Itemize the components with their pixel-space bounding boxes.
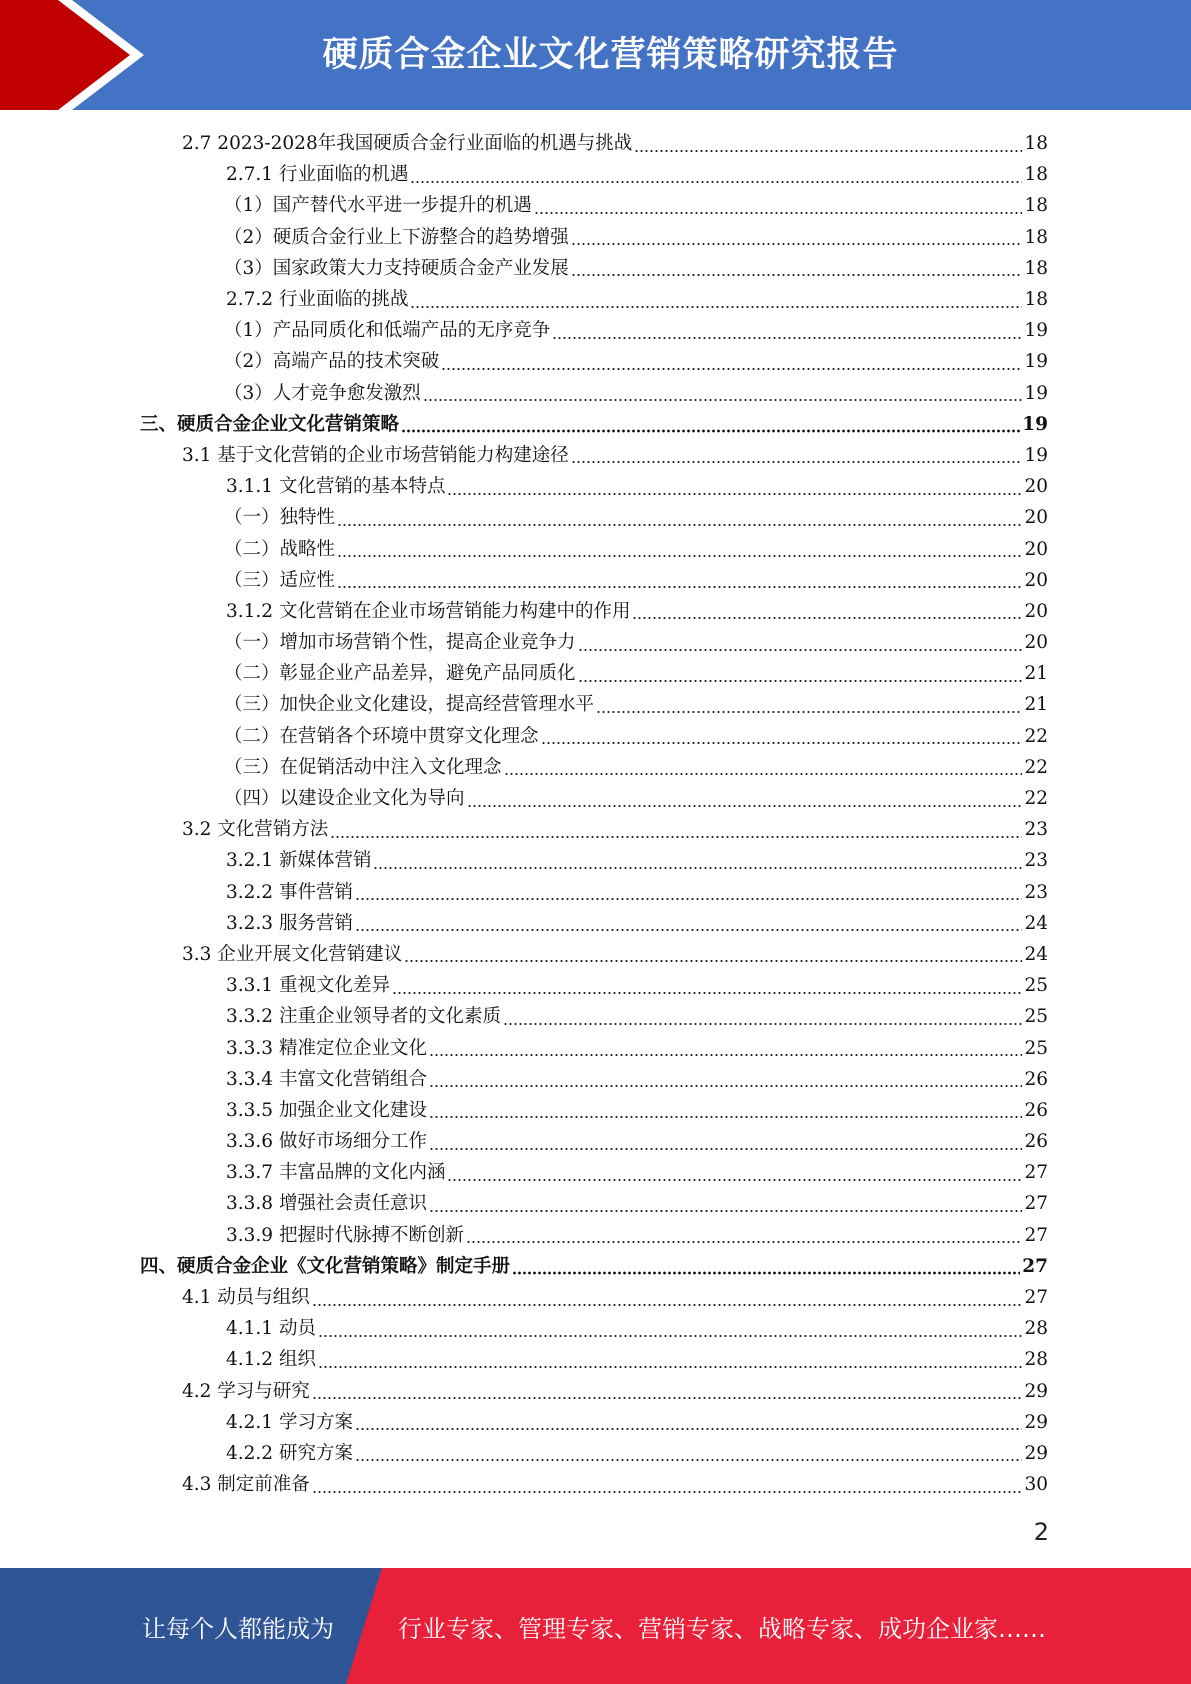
toc-entry-label: （3）人才竞争愈发激烈 — [224, 382, 421, 404]
toc-entry-label: （3）国家政策大力支持硬质合金产业发展 — [224, 257, 569, 279]
toc-dot-leader — [578, 678, 1023, 684]
toc-entry-page: 26 — [1024, 1099, 1048, 1121]
toc-entry-label: 3.3.2 注重企业领导者的文化素质 — [226, 1006, 501, 1028]
toc-entry-label: （2）高端产品的技术突破 — [224, 351, 440, 373]
toc-entry-label: （1）产品同质化和低端产品的无序竞争 — [224, 320, 551, 342]
toc-entry-label: 3.3.8 增强社会责任意识 — [226, 1193, 427, 1215]
toc-entry-label: 4.1 动员与组织 — [182, 1287, 310, 1309]
toc-entry-label: 3.3.6 做好市场细分工作 — [226, 1131, 427, 1153]
toc-dot-leader — [467, 803, 1023, 809]
toc-entry[interactable] — [140, 533, 1048, 564]
toc-dot-leader — [312, 1489, 1023, 1495]
page-number: 2 — [1033, 1518, 1049, 1546]
toc-entry-label: （二）在营销各个环境中贯穿文化理念 — [224, 725, 539, 747]
toc-entry-label: 4.1.2 组织 — [226, 1349, 316, 1371]
toc-entry-page: 22 — [1024, 756, 1048, 778]
toc-entry-page: 22 — [1024, 788, 1048, 810]
toc-dot-leader — [355, 1426, 1023, 1432]
toc-entry[interactable] — [140, 284, 1048, 315]
toc-entry-page: 29 — [1024, 1411, 1048, 1433]
toc-dot-leader — [337, 584, 1022, 590]
toc-dot-leader — [429, 1083, 1022, 1089]
toc-dot-leader — [401, 428, 1020, 434]
toc-entry-page: 27 — [1024, 1162, 1048, 1184]
toc-entry[interactable] — [140, 783, 1048, 814]
toc-dot-leader — [330, 834, 1022, 840]
toc-entry-label: 3.1 基于文化营销的企业市场营销能力构建途径 — [182, 444, 569, 466]
toc-entry-label: 3.1.1 文化营销的基本特点 — [226, 476, 446, 498]
toc-dot-leader — [578, 647, 1023, 653]
toc-dot-leader — [447, 491, 1022, 497]
toc-dot-leader — [541, 740, 1023, 746]
toc-entry-label: （2）硬质合金行业上下游整合的趋势增强 — [224, 226, 569, 248]
toc-dot-leader — [355, 896, 1023, 902]
toc-entry[interactable] — [140, 190, 1048, 221]
toc-entry-page: 25 — [1024, 1037, 1048, 1059]
toc-entry[interactable] — [140, 689, 1048, 720]
toc-entry-page: 19 — [1022, 413, 1048, 435]
toc-entry-page: 24 — [1024, 912, 1048, 934]
toc-entry-page: 18 — [1024, 257, 1048, 279]
toc-entry[interactable] — [140, 939, 1048, 970]
toc-entry-page: 29 — [1024, 1442, 1048, 1464]
toc-entry[interactable] — [140, 1095, 1048, 1126]
toc-entry[interactable] — [140, 565, 1048, 596]
toc-dot-leader — [466, 1239, 1022, 1245]
toc-entry-label: 3.3.7 丰富品牌的文化内涵 — [226, 1162, 446, 1184]
toc-dot-leader — [392, 990, 1022, 996]
toc-entry-page: 19 — [1024, 320, 1048, 342]
toc-entry-page: 26 — [1024, 1068, 1048, 1090]
toc-entry-label: （三）在促销活动中注入文化理念 — [224, 756, 502, 778]
toc-entry-page: 30 — [1024, 1474, 1048, 1496]
toc-entry-page: 27 — [1022, 1255, 1048, 1277]
toc-entry-page: 19 — [1024, 351, 1048, 373]
toc-dot-leader — [404, 958, 1022, 964]
toc-entry-page: 25 — [1024, 975, 1048, 997]
toc-entry-label: 3.2.2 事件营销 — [226, 881, 353, 903]
toc-entry-page: 21 — [1024, 694, 1048, 716]
toc-entry[interactable] — [140, 845, 1048, 876]
toc-dot-leader — [596, 709, 1022, 715]
toc-entry-label: 4.2 学习与研究 — [182, 1380, 310, 1402]
toc-dot-leader — [337, 553, 1022, 559]
toc-entry-page: 20 — [1024, 538, 1048, 560]
toc-entry[interactable] — [140, 471, 1048, 502]
toc-entry[interactable] — [140, 1438, 1048, 1469]
toc-dot-leader — [429, 1114, 1022, 1120]
toc-dot-leader — [318, 1333, 1023, 1339]
toc-entry-label: 3.2 文化营销方法 — [182, 819, 329, 841]
page-footer — [0, 1568, 1191, 1684]
toc-entry-label: 3.3.9 把握时代脉搏不断创新 — [226, 1224, 464, 1246]
toc-entry-page: 23 — [1024, 881, 1048, 903]
toc-entry-page: 20 — [1024, 507, 1048, 529]
toc-dot-leader — [552, 335, 1022, 341]
toc-entry[interactable] — [140, 1188, 1048, 1219]
toc-dot-leader — [429, 1146, 1022, 1152]
toc-entry-label: 2.7.2 行业面临的挑战 — [226, 289, 409, 311]
page-header — [0, 0, 1191, 110]
toc-entry[interactable] — [140, 128, 1048, 159]
toc-dot-leader — [534, 210, 1023, 216]
toc-entry[interactable] — [140, 627, 1048, 658]
toc-entry-label: 2.7.1 行业面临的机遇 — [226, 164, 409, 186]
toc-entry-label: 3.3.3 精准定位企业文化 — [226, 1037, 427, 1059]
toc-entry-label: 3.3 企业开展文化营销建议 — [182, 943, 403, 965]
toc-entry-page: 23 — [1024, 850, 1048, 872]
toc-dot-leader — [337, 522, 1022, 528]
toc-dot-leader — [410, 179, 1022, 185]
toc-entry-page: 29 — [1024, 1380, 1048, 1402]
toc-entry-page: 18 — [1024, 133, 1048, 155]
toc-entry-label: （1）国产替代水平进一步提升的机遇 — [224, 195, 532, 217]
toc-entry[interactable] — [140, 440, 1048, 471]
toc-dot-leader — [571, 459, 1023, 465]
toc-entry-label: （四）以建设企业文化为导向 — [224, 788, 465, 810]
toc-entry[interactable] — [140, 502, 1048, 533]
toc-entry-page: 18 — [1024, 164, 1048, 186]
toc-entry-page: 23 — [1024, 819, 1048, 841]
toc-dot-leader — [503, 1021, 1022, 1027]
toc-entry[interactable] — [140, 752, 1048, 783]
toc-entry-page: 18 — [1024, 195, 1048, 217]
toc-entry[interactable] — [140, 1251, 1048, 1282]
toc-entry[interactable] — [140, 1407, 1048, 1438]
toc-entry-label: （一）增加市场营销个性，提高企业竞争力 — [224, 632, 576, 654]
toc-entry[interactable] — [140, 253, 1048, 284]
toc-dot-leader — [512, 1270, 1020, 1276]
footer-slogan-left: 让每个人都能成为 — [142, 1614, 334, 1643]
toc-dot-leader — [312, 1395, 1023, 1401]
toc-entry-page: 20 — [1024, 569, 1048, 591]
toc-entry-label: 3.2.1 新媒体营销 — [226, 850, 372, 872]
toc-entry-label: （二）彰显企业产品差异，避免产品同质化 — [224, 663, 576, 685]
toc-entry-label: 四、硬质合金企业《文化营销策略》制定手册 — [140, 1255, 511, 1277]
toc-entry-label: 4.3 制定前准备 — [182, 1474, 310, 1496]
toc-dot-leader — [504, 771, 1023, 777]
toc-entry-label: 3.3.5 加强企业文化建设 — [226, 1099, 427, 1121]
toc-dot-leader — [632, 615, 1022, 621]
toc-entry-page: 19 — [1024, 444, 1048, 466]
toc-entry[interactable] — [140, 814, 1048, 845]
toc-entry-label: 3.3.4 丰富文化营销组合 — [226, 1068, 427, 1090]
toc-dot-leader — [447, 1177, 1022, 1183]
toc-entry-label: 4.2.1 学习方案 — [226, 1411, 353, 1433]
toc-dot-leader — [355, 927, 1023, 933]
toc-dot-leader — [355, 1457, 1023, 1463]
toc-entry-label: （二）战略性 — [224, 538, 336, 560]
toc-dot-leader — [373, 865, 1022, 871]
document-title: 硬质合金企业文化营销策略研究报告 — [322, 35, 899, 75]
toc-dot-leader — [429, 1052, 1022, 1058]
toc-entry[interactable] — [140, 596, 1048, 627]
toc-entry-page: 21 — [1024, 663, 1048, 685]
toc-entry[interactable] — [140, 159, 1048, 190]
toc-entry-page: 20 — [1024, 476, 1048, 498]
toc-entry-label: 3.2.3 服务营销 — [226, 912, 353, 934]
toc-dot-leader — [423, 397, 1023, 403]
toc-entry[interactable] — [140, 1220, 1048, 1251]
toc-entry-page: 27 — [1024, 1224, 1048, 1246]
toc-entry-page: 20 — [1024, 600, 1048, 622]
table-of-contents — [140, 128, 1048, 1500]
toc-entry[interactable] — [140, 222, 1048, 253]
toc-entry[interactable] — [140, 315, 1048, 346]
toc-entry-label: （三）加快企业文化建设，提高经营管理水平 — [224, 694, 595, 716]
toc-entry[interactable] — [140, 1032, 1048, 1063]
toc-entry-page: 27 — [1024, 1193, 1048, 1215]
toc-entry-label: 2.7 2023-2028年我国硬质合金行业面临的机遇与挑战 — [182, 133, 633, 155]
toc-entry-page: 18 — [1024, 289, 1048, 311]
toc-entry-page: 22 — [1024, 725, 1048, 747]
toc-entry[interactable] — [140, 346, 1048, 377]
toc-entry[interactable] — [140, 970, 1048, 1001]
toc-entry-label: （一）独特性 — [224, 507, 336, 529]
toc-entry-page: 28 — [1024, 1349, 1048, 1371]
toc-entry-page: 27 — [1024, 1287, 1048, 1309]
toc-entry[interactable] — [140, 1126, 1048, 1157]
toc-entry[interactable] — [140, 1469, 1048, 1500]
toc-entry[interactable] — [140, 378, 1048, 409]
toc-entry-label: 4.2.2 研究方案 — [226, 1442, 353, 1464]
toc-entry-page: 24 — [1024, 943, 1048, 965]
toc-entry-page: 18 — [1024, 226, 1048, 248]
toc-entry-page: 19 — [1024, 382, 1048, 404]
toc-dot-leader — [410, 304, 1022, 310]
toc-entry[interactable] — [140, 1344, 1048, 1375]
toc-entry-label: 3.3.1 重视文化差异 — [226, 975, 390, 997]
toc-dot-leader — [312, 1302, 1023, 1308]
toc-entry-label: 4.1.1 动员 — [226, 1318, 316, 1340]
toc-entry-label: 三、硬质合金企业文化营销策略 — [140, 413, 400, 435]
toc-entry[interactable] — [140, 1001, 1048, 1032]
toc-entry-label: 3.1.2 文化营销在企业市场营销能力构建中的作用 — [226, 600, 631, 622]
toc-dot-leader — [318, 1364, 1023, 1370]
toc-dot-leader — [634, 148, 1022, 154]
toc-entry-page: 28 — [1024, 1318, 1048, 1340]
toc-entry[interactable] — [140, 1064, 1048, 1095]
toc-dot-leader — [571, 241, 1023, 247]
toc-entry[interactable] — [140, 877, 1048, 908]
toc-dot-leader — [429, 1208, 1022, 1214]
toc-dot-leader — [571, 272, 1023, 278]
toc-entry-page: 20 — [1024, 632, 1048, 654]
footer-slogan-right: 行业专家、管理专家、营销专家、战略专家、成功企业家…… — [398, 1614, 1046, 1643]
toc-entry[interactable] — [140, 409, 1048, 440]
toc-entry-label: （三）适应性 — [224, 569, 336, 591]
toc-entry[interactable] — [140, 1376, 1048, 1407]
toc-entry[interactable] — [140, 1157, 1048, 1188]
toc-entry[interactable] — [140, 1313, 1048, 1344]
toc-entry[interactable] — [140, 658, 1048, 689]
toc-entry-page: 25 — [1024, 1006, 1048, 1028]
toc-entry[interactable] — [140, 908, 1048, 939]
toc-entry[interactable] — [140, 721, 1048, 752]
toc-entry-page: 26 — [1024, 1131, 1048, 1153]
toc-dot-leader — [441, 366, 1022, 372]
toc-entry[interactable] — [140, 1282, 1048, 1313]
